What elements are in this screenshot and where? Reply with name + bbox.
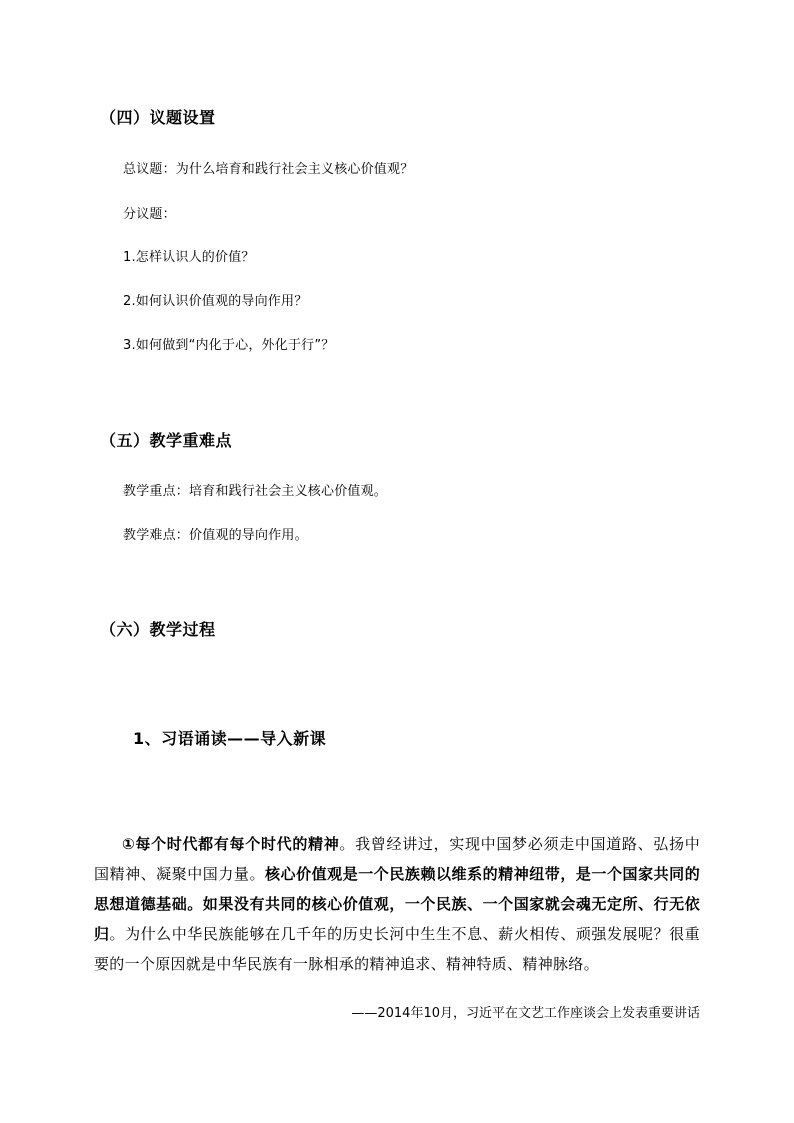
- quote-text-2: 。为什么中华民族能够在几千年的历史长河中生生不息、薪火相传、顽强发展呢？很重要的一个原因就是中华民族有一脉相承的精神追求、精神特质、精神脉络。: [94, 925, 700, 973]
- sub-issue-label: 分议题：: [123, 207, 176, 222]
- main-issue: 总议题：为什么培育和践行社会主义核心价值观？: [123, 162, 414, 177]
- difficult-point: 教学难点：价值观的导向作用。: [123, 528, 308, 543]
- section-heading-5: （五）教学重难点: [100, 431, 233, 450]
- sub-issue-2: 2.如何认识价值观的导向作用？: [123, 294, 308, 309]
- section-heading-4: （四）议题设置: [100, 108, 216, 127]
- quote-source: ——2014年10月，习近平在文艺工作座谈会上发表重要讲话: [351, 1006, 700, 1021]
- quote-paragraph: [94, 829, 700, 979]
- section-heading-6: （六）教学过程: [100, 620, 216, 639]
- sub-heading-1: 1、习语诵读——导入新课: [133, 729, 327, 748]
- sub-issue-1: 1.怎样认识人的价值？: [123, 250, 255, 265]
- key-point: 教学重点：培育和践行社会主义核心价值观。: [123, 484, 388, 499]
- quote-bold-2: 核心价值观是一个民族赖以维系的精神纽带，是一个国家共同的思想道德基础。如果没有共同的核心价值观，一个民族、一个国家就会魂无定所、行无依归: [94, 865, 700, 943]
- quote-text-1: 。我曾经讲过，实现中国梦必须走中国道路、弘扬中国精神、凝聚中国力量。: [94, 835, 700, 883]
- sub-issue-3: 3.如何做到“内化于心，外化于行”？: [123, 338, 335, 353]
- quote-bold-1: ①每个时代都有每个时代的精神: [122, 835, 340, 853]
